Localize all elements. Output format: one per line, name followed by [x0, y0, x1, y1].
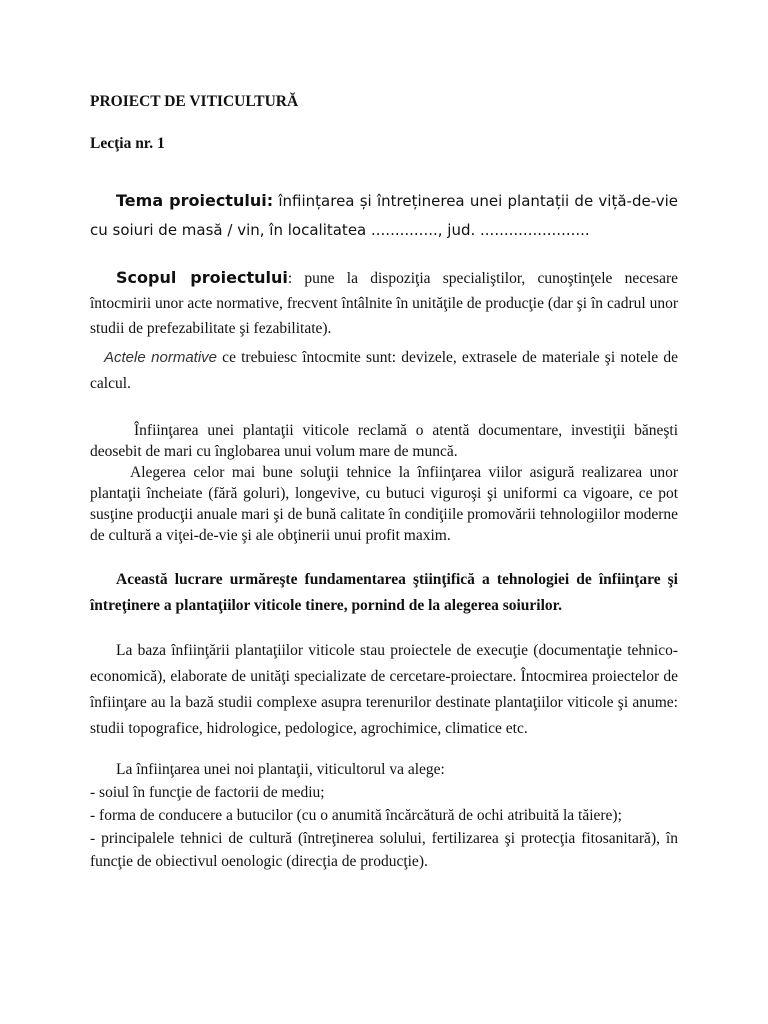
infiintarea-text: Înfiinţarea unei plantaţii viticole reclamă o atentă documentare, investiţii băneşti deosebit de mari cu înglobarea unui volum mare de muncă. — [90, 422, 678, 460]
scop-paragraph — [90, 265, 678, 341]
lainf-intro-text: La înfiinţarea unei noi plantaţii, viticultorul va alege: — [116, 761, 445, 778]
acte-paragraph — [90, 345, 678, 397]
list-item: - soiul în funcţie de factorii de mediu; — [90, 784, 325, 801]
document-page — [90, 0, 678, 1024]
acte-label: Actele normative — [104, 349, 218, 366]
list-item: - forma de conducere a butucilor (cu o anumită încărcătură de ochi atribuită la tăiere); — [90, 807, 622, 824]
baza-paragraph — [90, 638, 678, 742]
tema-label: Tema proiectului: — [116, 191, 274, 210]
document-title: PROIECT DE VITICULTURĂ — [90, 93, 299, 110]
baza-text: La baza înfiinţării plantaţiilor viticole stau proiectele de execuţie (documentaţie tehnico-economică), elaborate de unităţi specializate de cercetare-proiectare. Întocmirea proiectelor de înfiinţare au la bază studii complexe asupra terenurilor destinate plantaţiilor viticole şi anume: studii topografice, hidrologice, pedologice, agrochimice, climatice etc. — [90, 642, 678, 737]
infiintarea-paragraph — [90, 420, 678, 462]
lainf-intro — [90, 758, 678, 781]
aceasta-text: Această lucrare urmăreşte fundamentarea ştiinţifică a tehnologiei de înfiinţare şi întreţinere a plantaţiilor viticole tinere, pornind de la alegerea soiurilor. — [90, 571, 678, 614]
tema-paragraph — [90, 186, 678, 245]
alegerea-paragraph — [90, 462, 678, 546]
lainf-block — [90, 758, 678, 873]
acte-text: ce trebuiesc întocmite sunt: devizele, extrasele de materiale şi notele de calcul. — [90, 349, 678, 392]
tema-text: înființarea și întreținerea unei plantații de viță-de-vie cu soiuri de masă / vin, în localitatea .............., jud. ....................... — [90, 192, 678, 239]
list-item: - principalele tehnici de cultură (întreţinerea solului, fertilizarea şi protecţia fitosanitară), în funcţie de obiectivul oenologic (direcţia de producţie). — [90, 830, 678, 870]
aceasta-paragraph — [90, 567, 678, 619]
scop-text: : pune la dispoziţia specialiştilor, cunoştinţele necesare întocmirii unor acte normative, frecvent întâlnite în unităţile de producţie (dar şi în cadrul unor studii de prefezabilitate şi fezabilitate). — [90, 270, 678, 337]
scop-label: Scopul proiectului — [116, 268, 288, 287]
lesson-number: Lecţia nr. 1 — [90, 135, 165, 152]
alegerea-text: Alegerea celor mai bune soluţii tehnice la înfiinţarea viilor asigură realizarea unor plantaţii încheiate (fără goluri), longevive, cu butuci viguroşi şi uniformi ca vigoare, ce pot susţine producţii anuale mari şi de bună calitate în condiţiile promovării tehnologiilor moderne de cultură a viţei-de-vie şi ale obţinerii unui profit maxim. — [90, 464, 678, 544]
